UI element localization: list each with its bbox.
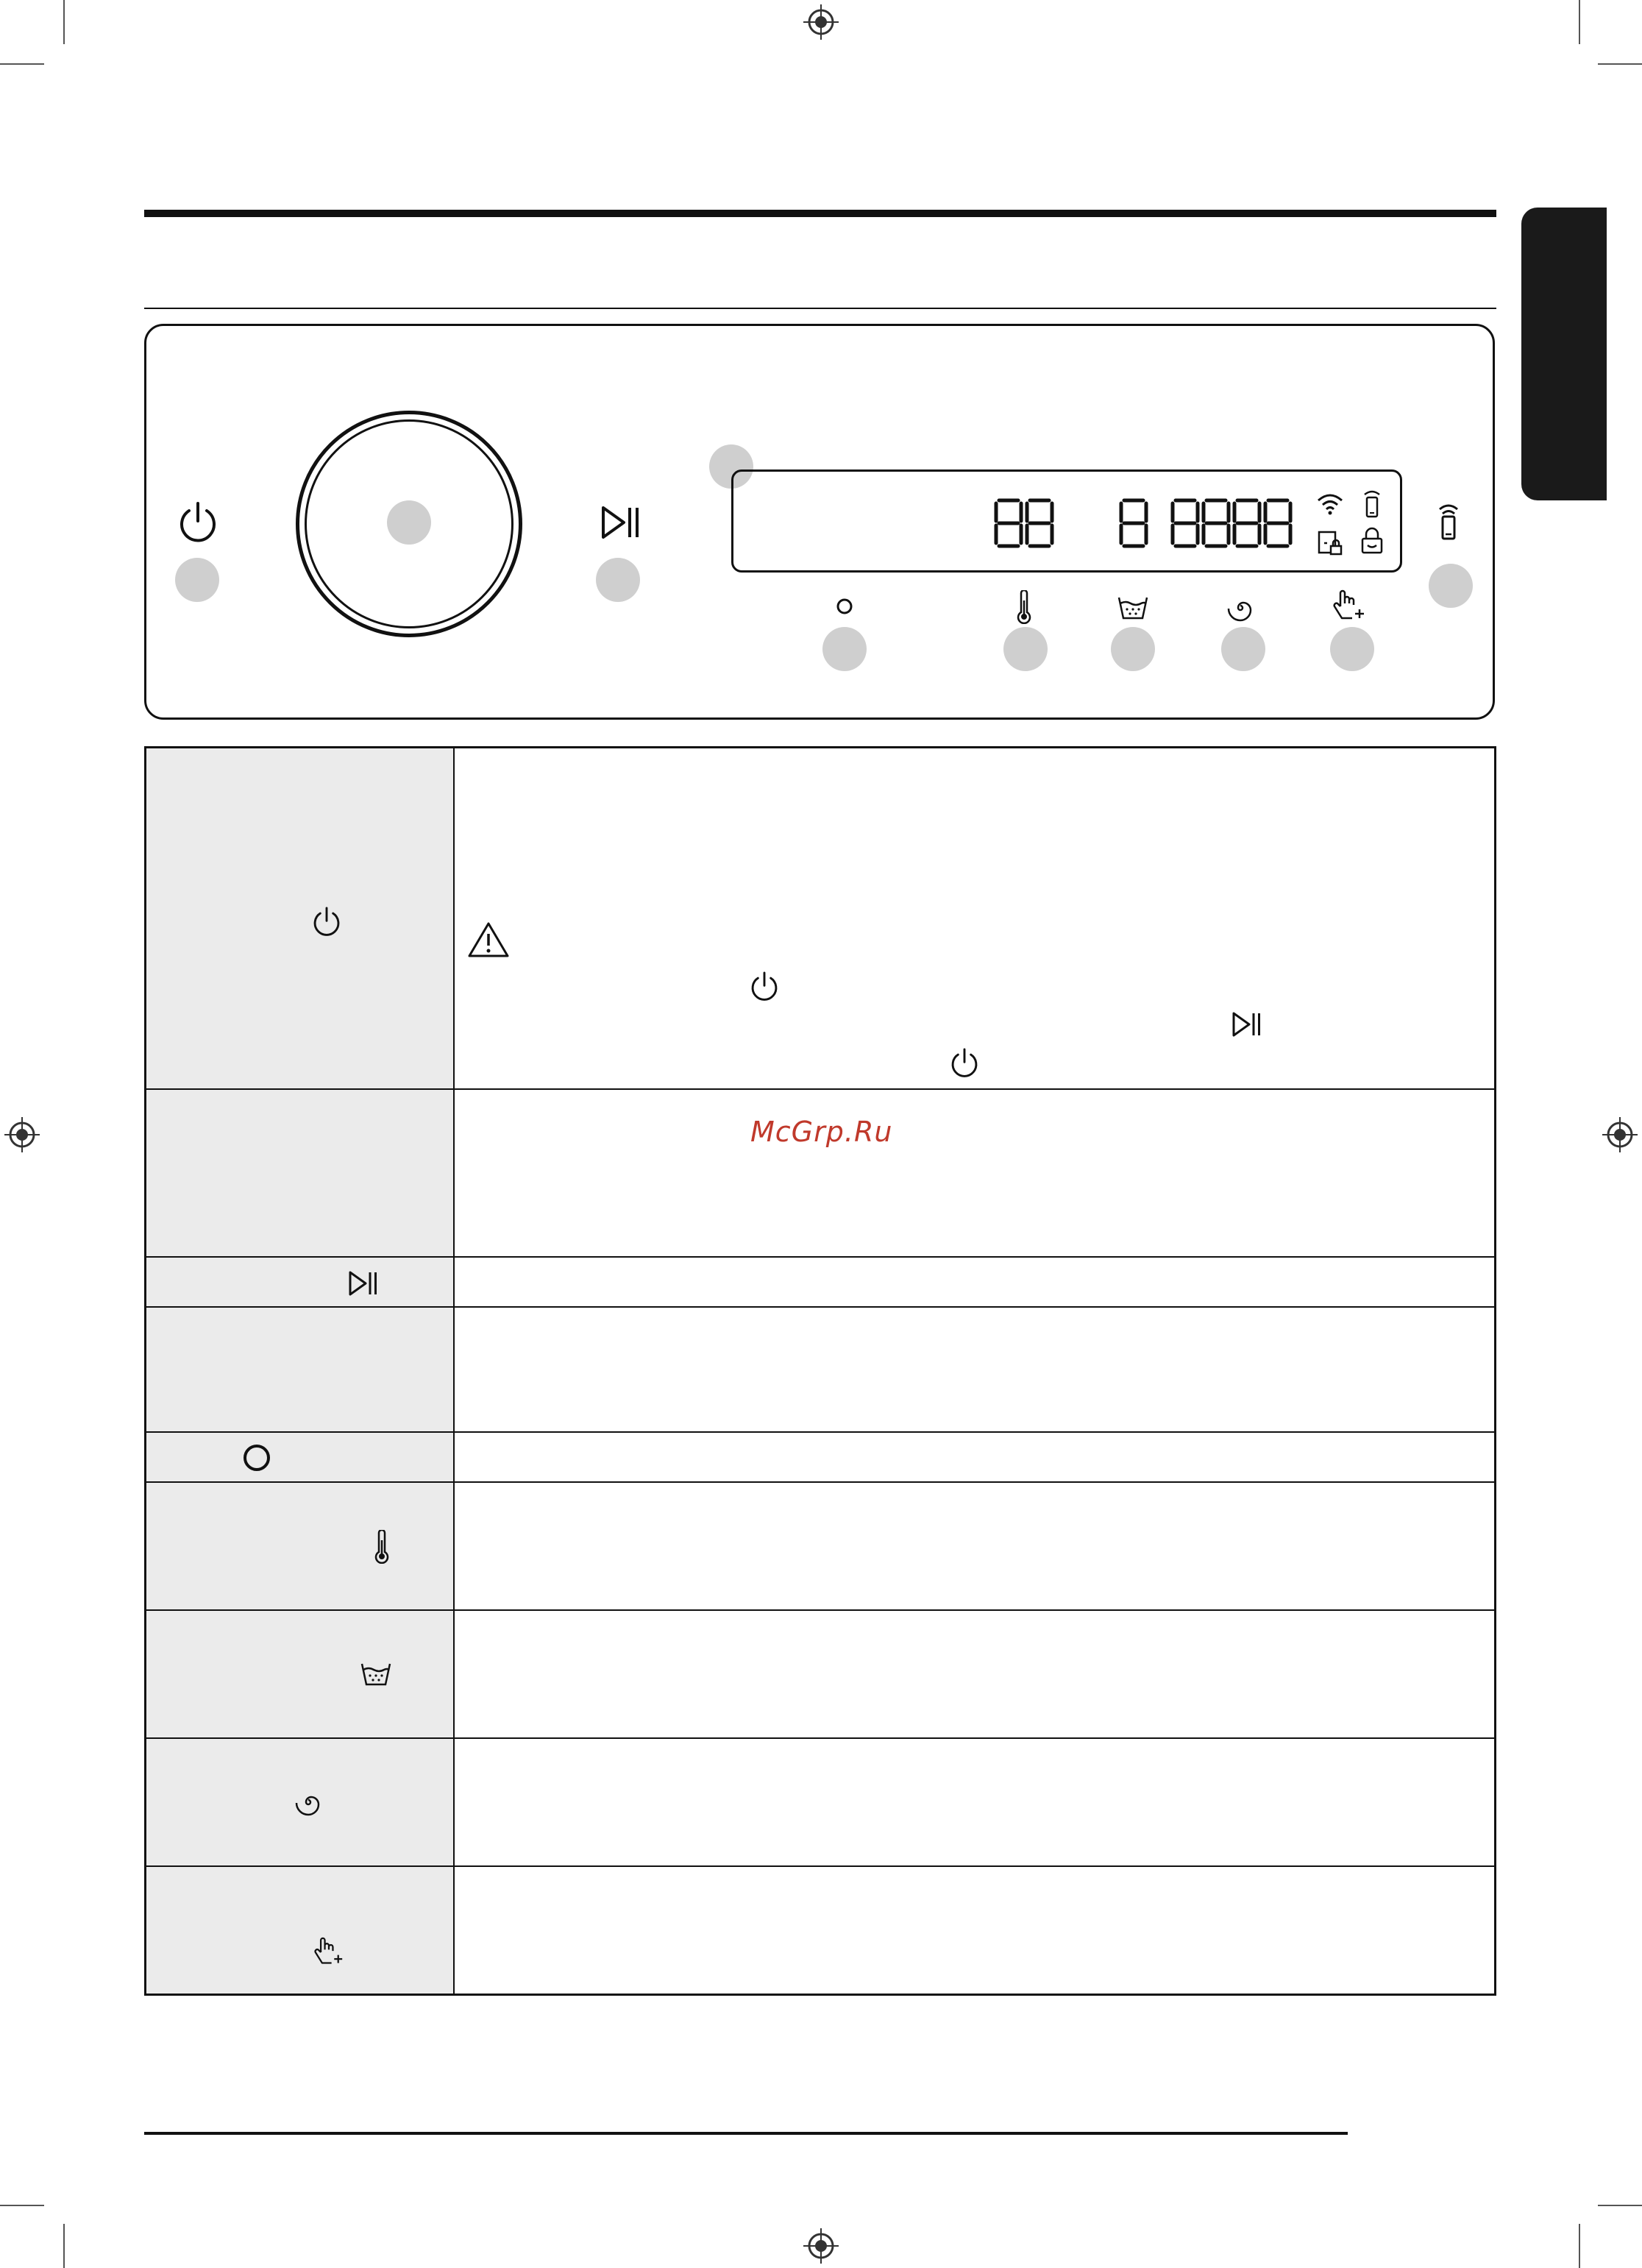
table-cell-description: [455, 1433, 1494, 1481]
footer-rule: [144, 2132, 1348, 2135]
table-row: [146, 1256, 1494, 1306]
table-row: [146, 1481, 1494, 1609]
callout-marker: [1330, 627, 1374, 671]
power-icon: [949, 1047, 980, 1081]
controls-table: [144, 746, 1496, 1996]
callout-marker: [175, 558, 219, 602]
table-row: [146, 1609, 1494, 1737]
table-cell-label: [146, 1867, 455, 1994]
rinse-basin-icon: [1117, 595, 1149, 624]
thermometer-icon: [1015, 590, 1033, 627]
table-cell-description: [455, 1258, 1494, 1306]
callout-marker: [387, 500, 431, 545]
hand-plus-icon: [314, 1936, 344, 1971]
circle-icon: [242, 1443, 271, 1475]
lock-icon: [1360, 527, 1385, 558]
callout-marker: [596, 558, 640, 602]
table-cell-label: [146, 1258, 455, 1306]
start-pause-icon: [600, 505, 641, 543]
spin-swirl-icon: [1226, 593, 1255, 626]
table-cell-label: [146, 1739, 455, 1865]
table-cell-description: [455, 1308, 1494, 1431]
door-lock-icon: [1317, 530, 1343, 559]
power-icon: [311, 906, 342, 940]
remote-phone-icon: [1436, 502, 1461, 543]
start-pause-icon: [348, 1269, 379, 1300]
table-cell-description: [455, 1611, 1494, 1737]
display-digits-left: [993, 497, 1074, 549]
start-pause-icon: [1232, 1010, 1262, 1041]
crop-mark: [1598, 63, 1642, 65]
crop-mark: [1579, 2224, 1580, 2268]
callout-marker: [822, 627, 867, 671]
table-cell-label: [146, 1483, 455, 1609]
section-rule: [144, 308, 1496, 309]
table-cell-label: [146, 1308, 455, 1431]
table-row: [146, 1306, 1494, 1431]
crop-mark: [63, 0, 65, 44]
crop-mark: [0, 2205, 44, 2206]
power-icon: [749, 971, 780, 1004]
table-row: [146, 1088, 1494, 1256]
power-icon: [177, 500, 219, 546]
table-cell-label: [146, 1611, 455, 1737]
crop-mark: [0, 63, 44, 65]
display-digits-right: [1170, 497, 1295, 549]
table-cell-label: [146, 748, 455, 1088]
wifi-icon: [1315, 492, 1345, 518]
display-digits-mid: [1118, 497, 1155, 549]
callout-marker: [1221, 627, 1265, 671]
table-cell-description: [455, 1483, 1494, 1609]
registration-mark-icon: [803, 4, 839, 40]
circle-icon: [836, 598, 853, 618]
table-cell-label: [146, 1090, 455, 1256]
section-tab: [1521, 208, 1607, 500]
rinse-basin-icon: [360, 1661, 392, 1690]
table-row: [146, 1865, 1494, 1994]
table-cell-description: [455, 1090, 1494, 1256]
callout-marker: [1003, 627, 1048, 671]
table-cell-description: [455, 1739, 1494, 1865]
warning-triangle-icon: [466, 921, 511, 962]
watermark-text: McGrp.Ru: [750, 1116, 893, 1148]
table-cell-label: [146, 1433, 455, 1481]
registration-mark-icon: [1602, 1117, 1638, 1152]
table-row: [146, 1737, 1494, 1865]
remote-phone-icon: [1362, 489, 1382, 521]
table-row: [146, 748, 1494, 1088]
registration-mark-icon: [803, 2228, 839, 2264]
table-cell-description: [455, 748, 1494, 1088]
spin-swirl-icon: [294, 1787, 323, 1820]
crop-mark: [1598, 2205, 1642, 2206]
thermometer-icon: [373, 1530, 391, 1567]
registration-mark-icon: [4, 1117, 40, 1152]
header-rule: [144, 210, 1496, 217]
hand-plus-icon: [1333, 589, 1365, 627]
table-row: [146, 1431, 1494, 1481]
callout-marker: [1429, 564, 1473, 608]
crop-mark: [63, 2224, 65, 2268]
callout-marker: [1111, 627, 1155, 671]
crop-mark: [1579, 0, 1580, 44]
table-cell-description: [455, 1867, 1494, 1994]
